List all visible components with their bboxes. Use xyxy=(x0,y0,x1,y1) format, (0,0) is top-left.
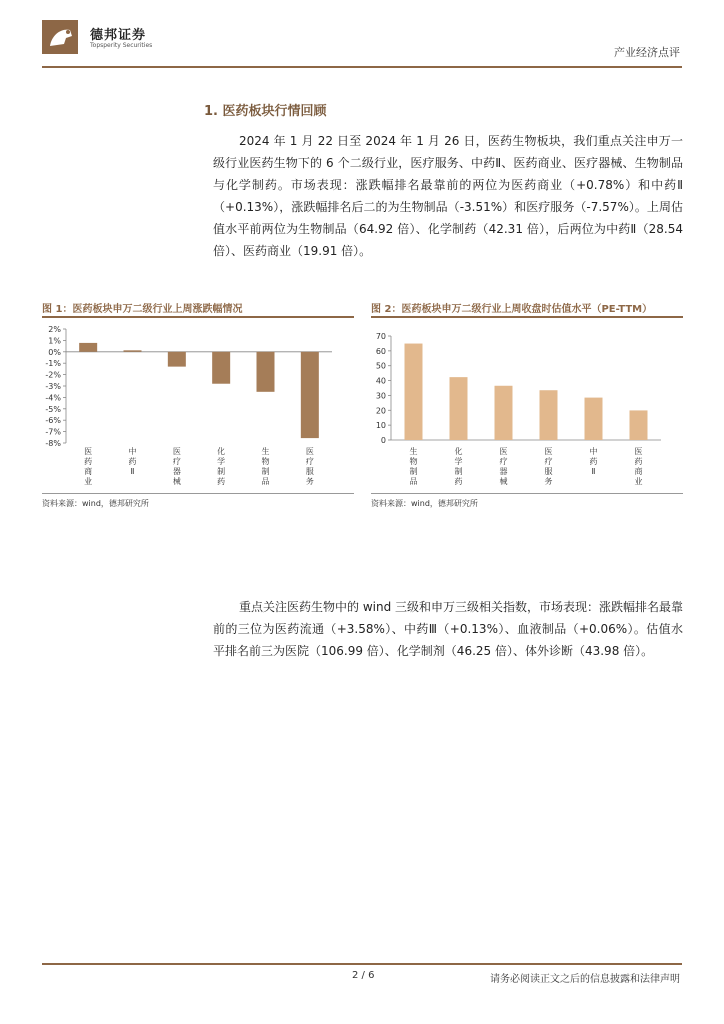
brand-name: 德邦证券 xyxy=(90,28,147,43)
figure1-y-tick-label: 1% xyxy=(48,336,61,346)
figure1-bar xyxy=(301,352,319,438)
figure1-y-tick-label: 2% xyxy=(48,325,61,334)
paragraph-market-review: 2024 年 1 月 22 日至 2024 年 1 月 26 日，医药生物板块，我们重点关注申万一级行业医药生物下的 6 个二级行业，医疗服务、中药Ⅱ、医药商业、医疗器械、生物制品与化学制药。市场表现：涨跌幅排名最靠前的两位为医药商业（+0.78%）和中药Ⅱ（+0.13%），涨跌幅排名后二的为生物制品（-3.51%）和医疗服务（-7.57%）。上周估值水平前两位为生物制品（64.92 倍）、化学制药（42.31 倍），后两位为中药Ⅱ（28.54 倍）、医药商业（19.91 倍）。 xyxy=(213,134,683,258)
header-divider xyxy=(42,66,682,68)
figure1-category-label: 化学制药 xyxy=(217,447,226,486)
figure2-title: 图 2：医药板块申万二级行业上周收盘时估值水平（PE-TTM） xyxy=(371,304,653,315)
figure1-y-tick-label: -7% xyxy=(45,427,61,437)
figure1-y-tick-label: 0% xyxy=(48,347,61,357)
figure2-y-tick-label: 60 xyxy=(375,346,386,356)
figure2-bar xyxy=(405,344,423,440)
figure1-top-rule xyxy=(42,316,354,318)
figure1-category-label: 生物制品 xyxy=(261,447,270,486)
figure2-y-tick-label: 20 xyxy=(375,406,386,416)
figure2-category-label: 生物制品 xyxy=(409,447,418,486)
figure2-category-label: 中药 Ⅱ xyxy=(589,447,598,476)
figure1-bar-chart xyxy=(42,322,354,492)
figure2-y-tick-label: 10 xyxy=(375,421,386,431)
figure2-top-rule xyxy=(371,316,683,318)
figure2-y-tick-label: 30 xyxy=(375,391,386,401)
figure1-bar xyxy=(212,352,230,384)
brand-logo xyxy=(42,20,182,54)
figure1-category-label: 中药 Ⅱ xyxy=(128,447,137,476)
figure2-bar xyxy=(450,377,468,440)
figure2-bottom-rule xyxy=(371,493,683,494)
figure2-y-tick-label: 70 xyxy=(375,332,386,341)
figure1-title: 图 1：医药板块申万二级行业上周涨跌幅情况 xyxy=(42,304,243,315)
figure2-source: 资料来源：wind，德邦研究所 xyxy=(371,499,478,508)
figure1-bar xyxy=(257,352,275,392)
figure1-source: 资料来源：wind，德邦研究所 xyxy=(42,499,149,508)
figure1-bar xyxy=(124,350,142,351)
figure2-bar xyxy=(630,410,648,440)
figure2-y-tick-label: 0 xyxy=(380,436,386,445)
footer-disclaimer: 请务必阅读正文之后的信息披露和法律声明 xyxy=(490,974,680,985)
brand-name-en: Topsperity Securities xyxy=(90,42,153,49)
figure2-bar-chart xyxy=(371,322,683,492)
figure2-bar xyxy=(585,398,603,440)
figure1-bar xyxy=(168,352,186,367)
figure1-y-tick-label: -4% xyxy=(45,393,61,403)
page-number: 2 / 6 xyxy=(352,970,375,981)
figure2-bar xyxy=(495,386,513,440)
figure2-y-tick-label: 50 xyxy=(375,361,386,371)
figure1-y-tick-label: -1% xyxy=(45,359,61,369)
brand-logo-icon xyxy=(42,20,78,54)
figure2-category-label: 医药商业 xyxy=(634,447,643,486)
section-title: 1. 医药板块行情回顾 xyxy=(204,104,327,119)
figure2-category-label: 医疗服务 xyxy=(544,447,553,486)
figure2-bar xyxy=(540,390,558,440)
paragraph-index-review: 重点关注医药生物中的 wind 三级和申万三级相关指数，市场表现：涨跌幅排名最靠前的三位为医药流通（+3.58%）、中药Ⅲ（+0.13%）、血液制品（+0.06%）。估值水平排名前三为医院（106.99 倍）、化学制剂（46.25 倍）、体外诊断（43.98 倍）。 xyxy=(213,600,684,658)
figure1-category-label: 医药商业 xyxy=(84,447,93,486)
figure1-category-label: 医疗服务 xyxy=(305,447,314,486)
figure1-category-label: 医疗器械 xyxy=(172,447,181,486)
figure1-y-tick-label: -2% xyxy=(45,370,61,380)
figure1-y-tick-label: -6% xyxy=(45,416,61,426)
figure2-category-label: 医疗器械 xyxy=(499,447,508,486)
figure1-bar xyxy=(79,343,97,352)
figure1-bottom-rule xyxy=(42,493,354,494)
footer-divider xyxy=(42,963,682,965)
figure1-y-tick-label: -3% xyxy=(45,382,61,391)
report-type: 产业经济点评 xyxy=(614,46,680,59)
figure2-category-label: 化学制药 xyxy=(454,447,463,486)
figure2-y-tick-label: 40 xyxy=(375,376,386,386)
figure1-y-tick-label: -8% xyxy=(45,439,61,448)
figure1-y-tick-label: -5% xyxy=(45,404,61,414)
